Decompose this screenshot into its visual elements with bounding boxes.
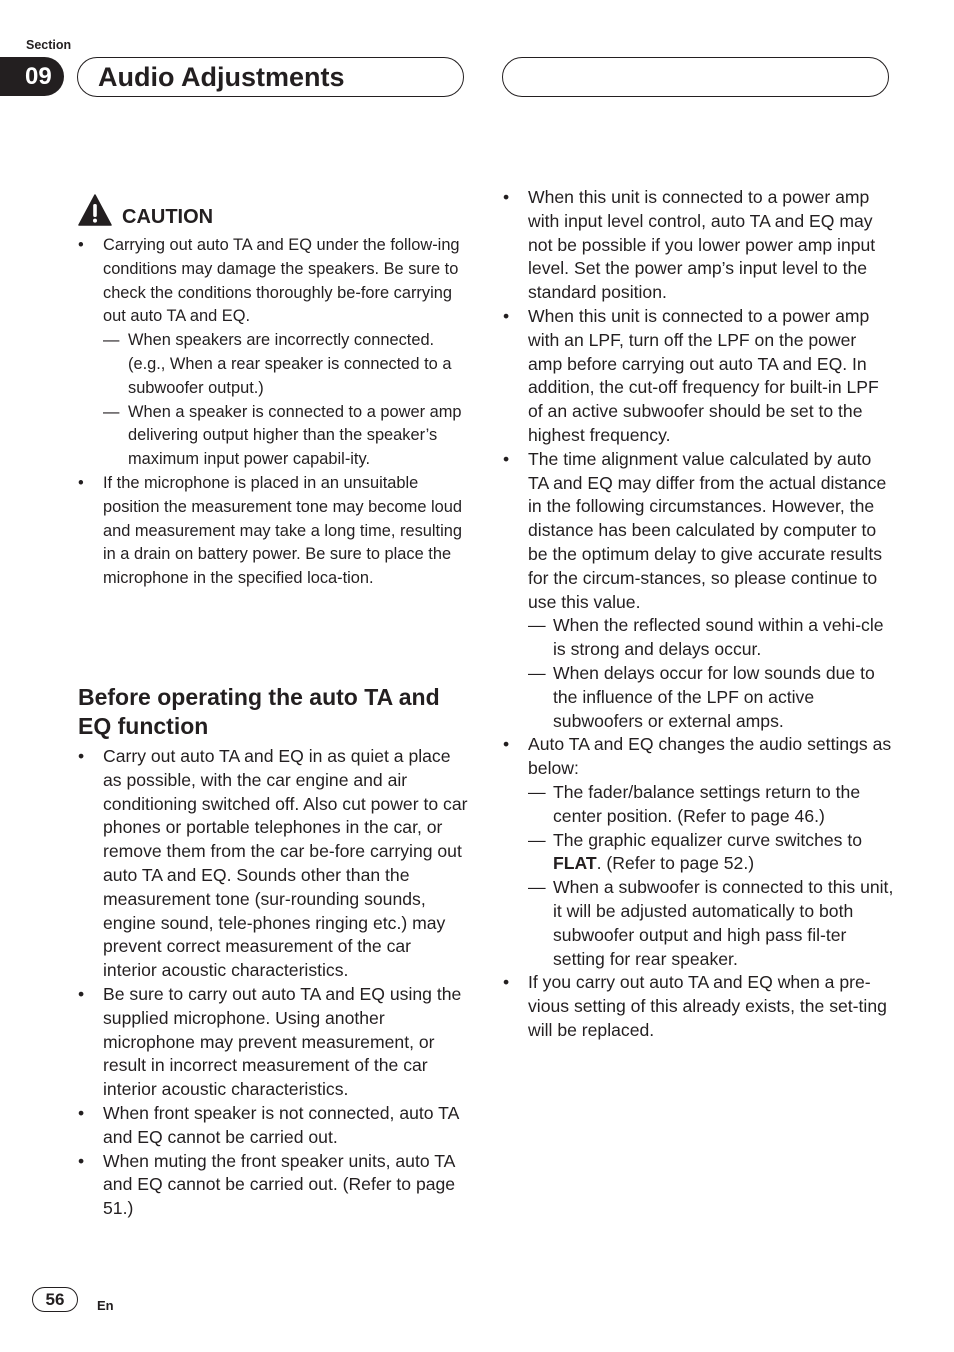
bullet: • xyxy=(78,1150,85,1171)
page-number: 56 xyxy=(32,1287,78,1312)
dash: — xyxy=(103,331,120,350)
list-item xyxy=(78,1102,468,1150)
section-title-box xyxy=(77,57,464,97)
sub-item-text: When a subwoofer is connected to this unit, it will be adjusted automatically to both subwoofer output and high pass fil-ter setting for rear speaker. xyxy=(553,877,894,969)
flat-setting-text: FLAT xyxy=(553,853,597,874)
list-item-text: If you carry out auto TA and EQ when a pre-vious setting of this already exists, the set-ting will be replaced. xyxy=(528,972,887,1040)
bullet: • xyxy=(503,448,510,469)
sub-item-text: The fader/balance settings return to the center position. (Refer to page 46.) xyxy=(553,781,861,826)
caution-list xyxy=(78,234,468,591)
list-item xyxy=(78,1150,468,1221)
caution-label: CAUTION xyxy=(122,206,214,228)
dash: — xyxy=(528,615,546,636)
list-item-text: The time alignment value calculated by auto TA and EQ may differ from the actual distance in the following circumstances. However, the distance has been calculated by computer to be the optimum delay to give accurate results for the circum-stances, so please continue to use this value. xyxy=(528,448,887,612)
bullet: • xyxy=(78,1102,85,1123)
bullet: • xyxy=(503,305,510,326)
bullet: • xyxy=(503,187,510,207)
list-item-text: When this unit is connected to a power amp with an LPF, turn off the LPF on the power amp before carrying out auto TA and EQ. In addition, the cut-off frequency for built-in LPF of an active subwoofer should be set to the highest frequency. xyxy=(528,305,879,445)
sub-item-text: When a speaker is connected to a power amp delivering output higher than the speaker’s maximum input power capabil-ity. xyxy=(128,402,462,469)
sub-item xyxy=(503,876,895,971)
dash: — xyxy=(103,402,120,421)
list-item-text: When muting the front speaker units, auto TA and EQ cannot be carried out. (Refer to page 51.) xyxy=(103,1150,456,1219)
list-item xyxy=(78,234,468,329)
list-item xyxy=(78,983,468,1102)
language-label: En xyxy=(97,1298,114,1313)
list-item-text: Auto TA and EQ changes the audio settings as below: xyxy=(528,734,892,779)
sub-item-text-tail: . (Refer to page 52.) xyxy=(596,853,755,874)
bullet: • xyxy=(78,473,84,492)
sub-item xyxy=(503,662,895,733)
sub-item-text: When speakers are incorrectly connected. (e.g., When a rear speaker is connected to a subwoofer output.) xyxy=(128,331,452,397)
list-item-text: Carry out auto TA and EQ in as quiet a place as possible, with the car engine and air conditioning switched off. Also cut power to car phones or portable telephones in the car, or remove them from the car be-fore carrying out auto TA and EQ. Sounds other than the measurement tone (sur-rounding sounds, engine sound, tele-phones ringing etc.) may prevent correct measurement of the car interior acoustic characteristics. xyxy=(103,746,468,981)
list-item-text: When this unit is connected to a power amp with input level control, auto TA and EQ may not be possible if you lower power amp input level. Set the power amp’s input level to the standard position. xyxy=(528,187,876,303)
bullet: • xyxy=(503,972,510,993)
header-blank-box xyxy=(502,57,889,97)
bullet: • xyxy=(78,236,84,254)
right-column-list xyxy=(503,186,895,1043)
list-item xyxy=(503,186,895,305)
warning-triangle-icon xyxy=(78,194,112,226)
bullet: • xyxy=(78,746,85,766)
dash: — xyxy=(528,877,546,898)
bullet: • xyxy=(78,983,85,1004)
list-item xyxy=(78,745,468,983)
sub-item xyxy=(503,781,895,829)
dash: — xyxy=(528,781,546,802)
dash: — xyxy=(528,662,546,683)
list-item xyxy=(78,472,468,591)
sub-item xyxy=(503,614,895,662)
list-item-text: Be sure to carry out auto TA and EQ using the supplied microphone. Using another microphone may prevent measurement, or result in incorrect measurement of the car interior acoustic characteristics. xyxy=(103,983,462,1100)
list-item-text: If the microphone is placed in an unsuitable position the measurement tone may become loud and measurement may take a long time, resulting in a drain on battery power. Be sure to place the microphone in the specified loca-tion. xyxy=(103,473,462,588)
section-label: Section xyxy=(26,38,72,52)
sub-item xyxy=(78,401,468,472)
list-item xyxy=(503,971,895,1042)
before-list xyxy=(78,745,468,1221)
sub-item-text: The graphic equalizer curve switches to xyxy=(553,829,863,850)
list-item-text: Carrying out auto TA and EQ under the follow-ing conditions may damage the speakers. Be sure to check the conditions thoroughly be-fore carrying out auto TA and EQ. xyxy=(103,236,460,326)
sub-item-text: When delays occur for low sounds due to the influence of the LPF on active subwoofers or external amps. xyxy=(553,662,875,731)
list-item xyxy=(503,305,895,448)
list-item xyxy=(503,733,895,781)
list-item xyxy=(503,448,895,615)
section-number-badge: 09 xyxy=(0,57,64,96)
sub-item-text: When the reflected sound within a vehi-cle is strong and delays occur. xyxy=(553,615,884,660)
sub-item xyxy=(78,329,468,400)
list-item-text: When front speaker is not connected, auto TA and EQ cannot be carried out. xyxy=(103,1102,459,1147)
caution-header xyxy=(78,194,213,226)
page-title: Audio Adjustments xyxy=(98,62,345,92)
bullet: • xyxy=(503,734,510,755)
dash: — xyxy=(528,829,546,850)
section-heading: Before operating the auto TA and EQ function xyxy=(78,684,440,739)
sub-item xyxy=(503,829,895,877)
